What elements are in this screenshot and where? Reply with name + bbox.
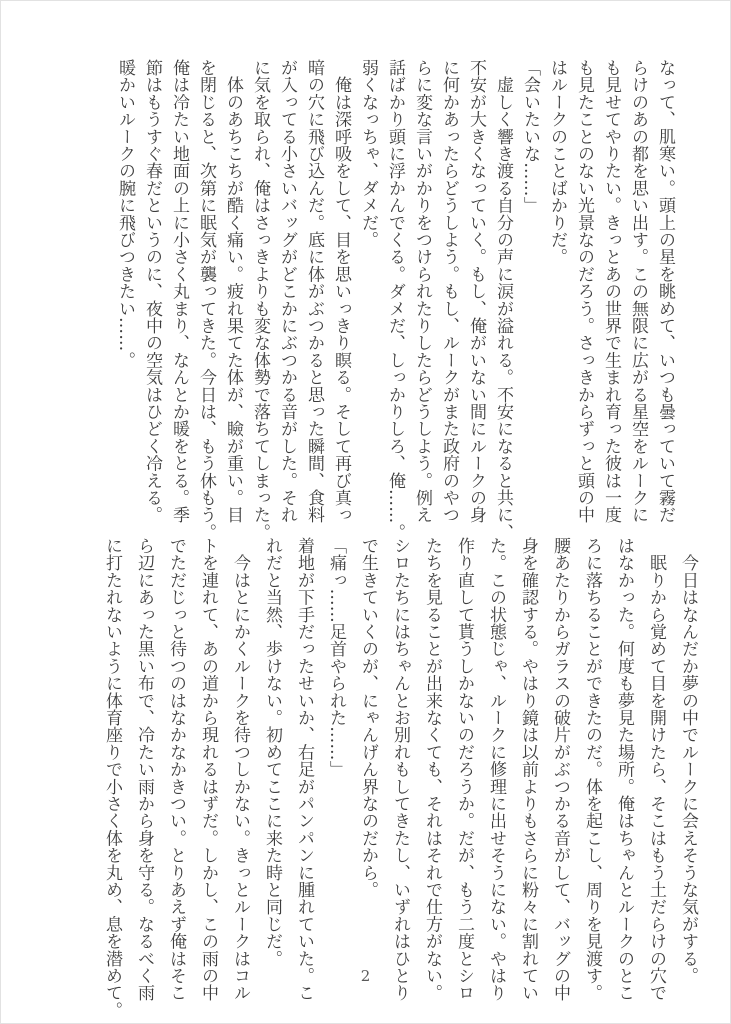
text-line: 俺は冷たい地面の上に小さく丸まり、なんとか暖をとる。季 [169,59,189,524]
text-line: はルークのことばかりだ。 [547,59,567,266]
text-line: 暗の穴に飛び込んだ。底に体がぶつかると思った瞬間、食料 [304,59,324,524]
text-line: でただじっと待つのはなかなかきつい。とりあえず俺はそこ [166,537,186,1002]
text-line: を閉じると、次第に眠気が襲ってきた。今日は、もう休もう。 [196,59,216,541]
text-line-dialogue: 「痛っ……足首やられた……」 [326,537,346,778]
text-line: シロたちにはちゃんとお別れもしてきたし、いずれはひとり [390,537,410,1002]
text-line: 腰あたりからガラスの破片がぶつかる音がして、バッグの中 [550,537,570,1002]
text-line: 虚しく響き渡る自分の声に涙が溢れる。不安になると共に、 [493,59,513,541]
text-line: 暖かいルークの腕に飛びつきたい……。 [115,59,135,369]
text-line: 体のあちこちが酷く痛い。疲れ果てた体が、瞼が重い。目 [223,59,243,524]
text-line: に何かあったらどうしよう。もし、ルークがまた政府のやつ [439,59,459,524]
text-line: で生きていくのが、にゃんげん界なのだから。 [358,537,378,899]
text-line: 今はとにかくルークを待つしかない。きっとルークはコル [230,537,250,1002]
text-line: 着地が下手だったせいか、右足がパンパンに腫れていた。こ [294,537,314,1002]
text-line: なって、肌寒い。頭上の星を眺めて、いつも曇っていて霧だ [655,59,675,524]
text-line-dialogue: 「会いたいな……」 [520,59,540,214]
text-line: らけのあの都を思い出す。この無限に広がる星空をルークに [628,59,648,524]
text-line: 話ばかり頭に浮かんでくる。ダメだ、しっかりしろ、俺……。 [385,59,405,541]
text-line: が入ってる小さいバッグがどこかにぶつかる音がした。それ [277,59,297,524]
text-line: 作り直して貰うしかないのだろうか。だが、もう二度とシロ [454,537,474,1002]
text-line: も見たことのない光景なのだろう。さっきからずっと頭の中 [574,59,594,524]
text-line: も見せてやりたい。きっとあの世界で生まれ育った彼は一度 [601,59,621,524]
text-line: ら辺にあった黒い布で、冷たい雨から身を守る。なるべく雨 [134,537,154,1002]
page-number: 2 [360,967,371,985]
text-line: トを連れて、あの道から現れるはずだ。しかし、この雨の中 [198,537,218,1002]
text-line: らに変な言いがかりをつけられたりしたらどうしよう。例え [412,59,432,524]
text-line: 身を確認する。やはり鏡は以前よりもさらに粉々に割れてい [518,537,538,1002]
text-line: 今日はなんだか夢の中でルークに会えそうな気がする。 [678,537,698,985]
text-line: 眠りから覚めて目を開けたら、そこはもう土だらけの穴で [646,537,666,1002]
text-line: はなかった。何度も夢見た場所。俺はちゃんとルークのとこ [614,537,634,1002]
text-block-bottom [96,537,704,1019]
text-block-top [111,59,678,541]
text-line: 節はもうすぐ春だというのに、夜中の空気はひどく冷える。 [142,59,162,524]
text-line: れだと当然、歩けない。初めてここに来た時と同じだ。 [262,537,282,967]
text-line: 不安が大きくなっていく。もし、俺がいない間にルークの身 [466,59,486,524]
text-line: た。この状態じゃ、ルークに修理に出せそうにない。やはり [486,537,506,1002]
text-line: ろに落ちることができたのだ。体を起こし、周りを見渡す。 [582,537,602,1002]
text-line: 弱くなっちゃ、ダメだ。 [358,59,378,249]
text-line: 俺は深呼吸をして、目を思いっきり瞑る。そして再び真っ [331,59,351,524]
text-line: たちを見ることが出来なくても、それはそれで仕方がない。 [422,537,442,1002]
text-line: に打たれないように体育座りで小さく体を丸め、息を潜めて。 [102,537,122,1019]
text-line: に気を取られ、俺はさっきよりも変な体勢で落ちてしまった。 [250,59,270,541]
